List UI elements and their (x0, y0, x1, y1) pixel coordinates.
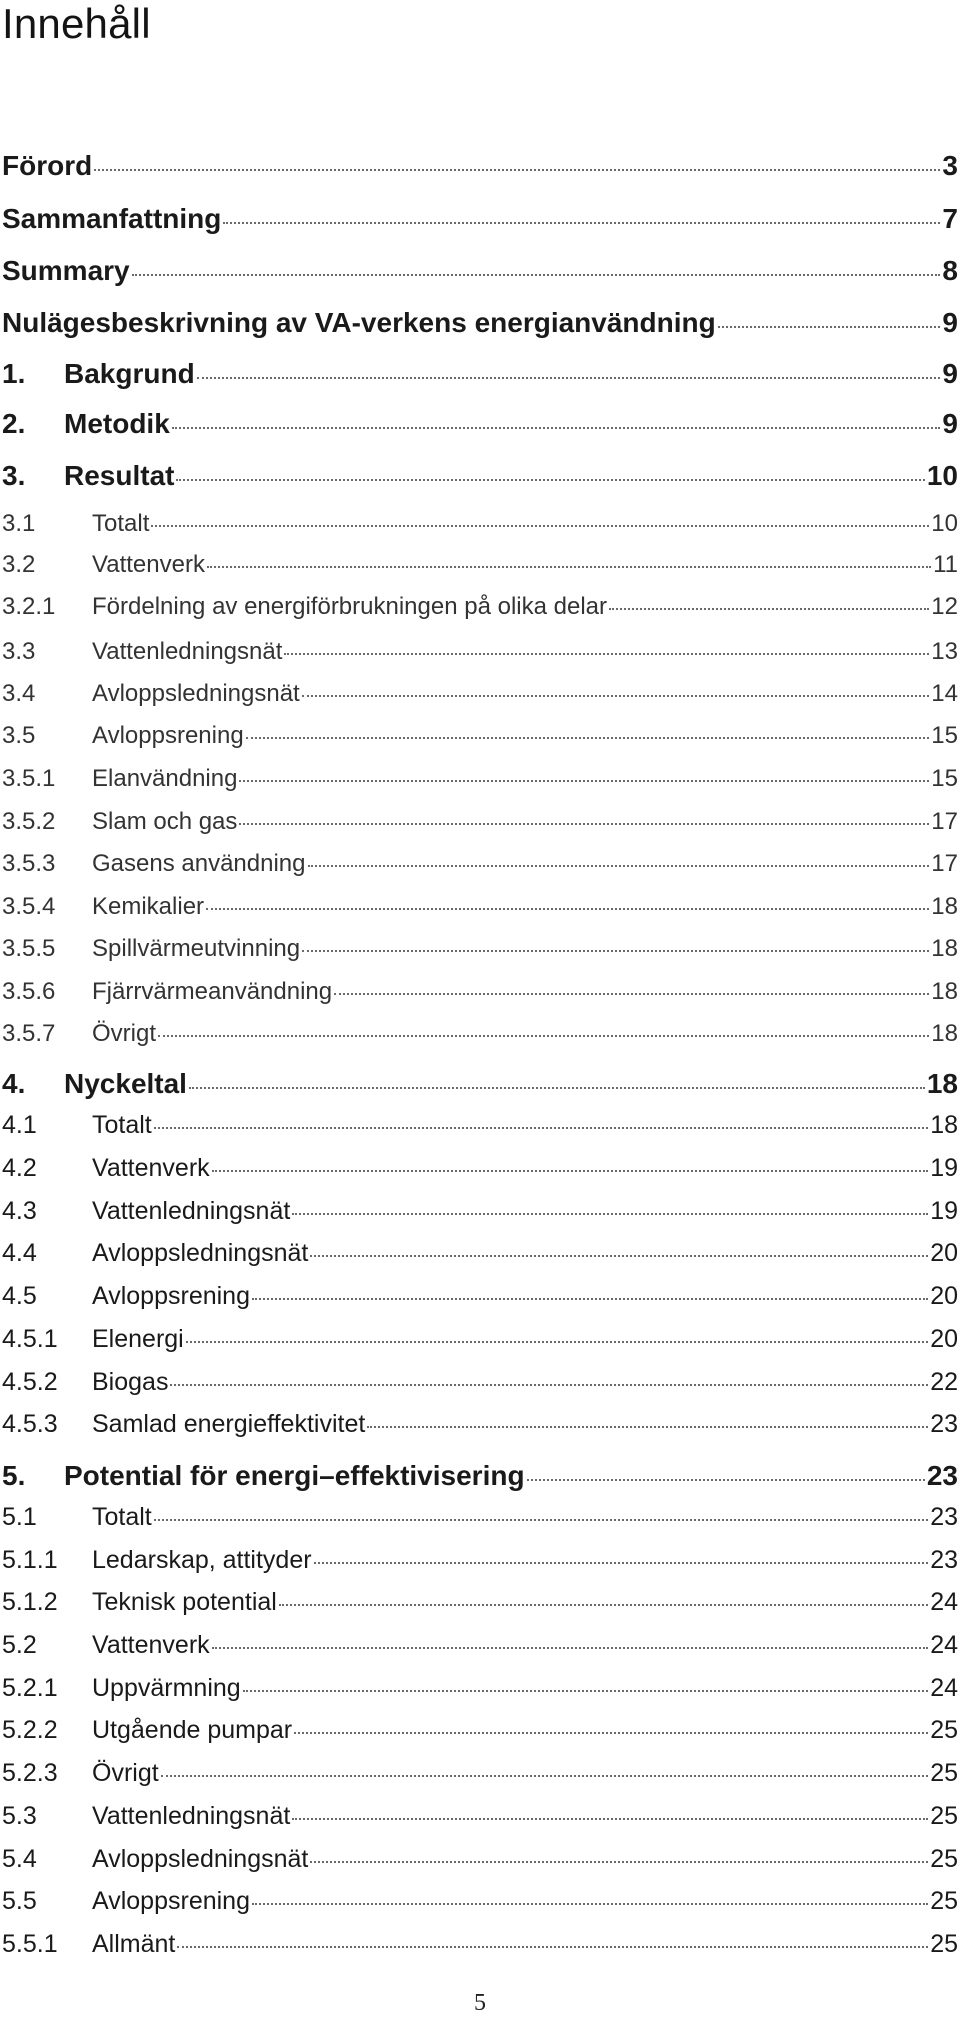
dot-leader (158, 1035, 929, 1037)
toc-entry-page: 10 (931, 510, 958, 537)
toc-entry[interactable] (2, 1588, 958, 1617)
dot-leader (212, 1647, 929, 1649)
toc-entry-page: 25 (930, 1759, 958, 1787)
toc-entry-title: Avloppsrening (92, 722, 244, 749)
toc-entry-title: Biogas (92, 1368, 169, 1396)
dot-leader (154, 1127, 928, 1129)
toc-entry-page: 18 (931, 935, 958, 962)
toc-entry[interactable] (2, 1845, 958, 1874)
dot-leader (292, 1213, 928, 1215)
dot-leader (367, 1426, 928, 1428)
toc-entry-page: 18 (931, 1020, 958, 1047)
toc-entry-number: 4.1 (2, 1111, 37, 1139)
dot-leader (154, 1519, 928, 1521)
dot-leader (308, 865, 930, 867)
toc-entry[interactable] (2, 150, 958, 182)
dot-leader (334, 993, 929, 995)
toc-entry-number: 4.5.1 (2, 1325, 58, 1353)
toc-entry-title: Summary (2, 255, 130, 286)
toc-entry-number: 3.4 (2, 680, 36, 707)
toc-entry-page: 13 (931, 638, 958, 665)
toc-entry-number: 5.1.1 (2, 1546, 58, 1574)
toc-entry-title: Vattenledningsnät (92, 638, 283, 665)
toc-entry-page: 23 (930, 1410, 958, 1438)
toc-entry-number: 3.5.4 (2, 893, 56, 920)
toc-entry-title: Övrigt (92, 1759, 159, 1787)
toc-entry-page: 18 (930, 1111, 958, 1139)
toc-entry-title: Teknisk potential (92, 1588, 277, 1616)
dot-leader (176, 479, 924, 481)
toc-entry-page: 18 (931, 893, 958, 920)
toc-entry[interactable] (2, 1460, 958, 1492)
toc-entry-page: 19 (930, 1197, 958, 1225)
toc-entry-number: 4.5 (2, 1282, 37, 1310)
toc-entry-number: 4.3 (2, 1197, 37, 1225)
page-title: Innehåll (2, 0, 151, 47)
toc-entry[interactable] (2, 255, 958, 287)
toc-entry-number: 4.4 (2, 1239, 37, 1267)
toc-entry[interactable] (2, 935, 958, 963)
toc-entry[interactable] (2, 1020, 958, 1048)
dot-leader (172, 427, 941, 429)
toc-entry-page: 15 (931, 765, 958, 792)
toc-entry[interactable] (2, 1154, 958, 1183)
dot-leader (310, 1861, 928, 1863)
toc-entry-title: Avloppsledningsnät (92, 1239, 309, 1267)
toc-entry-page: 20 (930, 1325, 958, 1353)
toc-entry-title: Fördelning av energiförbrukningen på olika delar (92, 593, 607, 620)
dot-leader (527, 1479, 925, 1481)
toc-entry-number: 5.5 (2, 1887, 37, 1915)
toc-entry[interactable] (2, 1887, 958, 1916)
dot-leader (609, 608, 929, 610)
dot-leader (252, 1298, 928, 1300)
toc-entry-title: Totalt (92, 510, 150, 537)
dot-leader (212, 1170, 929, 1172)
toc-entry-page: 23 (930, 1503, 958, 1531)
toc-entry-number: 4. (2, 1068, 26, 1099)
dot-leader (279, 1604, 928, 1606)
toc-entry-title: Vattenledningsnät (92, 1802, 291, 1830)
toc-entry[interactable] (2, 808, 958, 836)
toc-entry-title: Vattenledningsnät (92, 1197, 291, 1225)
toc-entry-title: Metodik (64, 408, 170, 439)
toc-entry-page: 22 (930, 1368, 958, 1396)
toc-entry-title: Nulägesbeskrivning av VA-verkens energianvändning (2, 307, 716, 338)
toc-entry[interactable] (2, 1716, 958, 1745)
toc-entry-page: 3 (942, 150, 958, 181)
toc-entry[interactable] (2, 1759, 958, 1788)
toc-entry-number: 3.1 (2, 510, 36, 537)
dot-leader (132, 274, 941, 276)
toc-entry-title: Vattenverk (92, 1631, 210, 1659)
toc-entry-page: 8 (942, 255, 958, 286)
toc-entry-page: 9 (942, 307, 958, 338)
toc-entry-title: Spillvärmeutvinning (92, 935, 301, 962)
toc-entry[interactable] (2, 1368, 958, 1397)
toc-entry-page: 7 (942, 203, 958, 234)
toc-entry-number: 4.2 (2, 1154, 37, 1182)
toc-entry-title: Vattenverk (92, 1154, 210, 1182)
toc-entry-title: Bakgrund (64, 358, 195, 389)
dot-leader (170, 1384, 928, 1386)
toc-entry[interactable] (2, 408, 958, 440)
toc-entry[interactable] (2, 893, 958, 921)
toc-entry-number: 5.2 (2, 1631, 37, 1659)
dot-leader (94, 169, 940, 171)
toc-entry-title: Övrigt (92, 1020, 157, 1047)
toc-entry-title: Avloppsledningsnät (92, 680, 300, 707)
toc-entry-number: 5.2.1 (2, 1674, 58, 1702)
toc-entry-title: Kemikalier (92, 893, 205, 920)
toc-entry-title: Sammanfattning (2, 203, 222, 234)
toc-entry-number: 5.1 (2, 1503, 37, 1531)
toc-entry-page: 25 (930, 1716, 958, 1744)
toc-entry[interactable] (2, 1239, 958, 1268)
toc-entry-page: 9 (942, 358, 958, 389)
toc-entry-page: 23 (926, 1460, 958, 1491)
toc-entry-title: Gasens användning (92, 850, 306, 877)
dot-leader (314, 1562, 929, 1564)
toc-entry[interactable] (2, 510, 958, 538)
toc-entry[interactable] (2, 1503, 958, 1532)
toc-entry-page: 25 (930, 1845, 958, 1873)
toc-entry[interactable] (2, 1111, 958, 1140)
toc-entry[interactable] (2, 1197, 958, 1226)
dot-leader (239, 780, 929, 782)
dot-leader (197, 377, 941, 379)
toc-entry-number: 3.5.5 (2, 935, 56, 962)
toc-entry[interactable] (2, 1674, 958, 1703)
toc-entry-page: 19 (930, 1154, 958, 1182)
toc-entry-page: 25 (930, 1930, 958, 1958)
toc-entry-number: 5.3 (2, 1802, 37, 1830)
toc-entry-page: 9 (942, 408, 958, 439)
toc-entry-title: Elenergi (92, 1325, 184, 1353)
toc-entry-page: 20 (930, 1239, 958, 1267)
toc-entry[interactable] (2, 638, 958, 666)
dot-leader (294, 1732, 928, 1734)
toc-entry-title: Avloppsrening (92, 1282, 250, 1310)
toc-entry-number: 3.2.1 (2, 593, 56, 620)
dot-leader (284, 653, 929, 655)
toc-entry-number: 3.2 (2, 551, 36, 578)
toc-entry[interactable] (2, 307, 958, 339)
dot-leader (292, 1818, 928, 1820)
toc-entry-title: Nyckeltal (64, 1068, 187, 1099)
toc-entry-title: Samlad energieffektivitet (92, 1410, 366, 1438)
toc-entry[interactable] (2, 722, 958, 750)
toc-entry[interactable] (2, 1282, 958, 1311)
toc-entry-page: 17 (931, 808, 958, 835)
toc-entry-number: 5. (2, 1460, 26, 1491)
toc-entry-number: 5.2.3 (2, 1759, 58, 1787)
toc-entry-page: 10 (926, 460, 958, 491)
toc-entry-number: 3.5.1 (2, 765, 56, 792)
toc-entry[interactable] (2, 680, 958, 708)
dot-leader (186, 1341, 928, 1343)
toc-entry[interactable] (2, 1410, 958, 1439)
toc-entry[interactable] (2, 765, 958, 793)
toc-entry-number: 3.3 (2, 638, 36, 665)
toc-entry-title: Förord (2, 150, 93, 181)
toc-entry-number: 3.5 (2, 722, 36, 749)
toc-entry[interactable] (2, 358, 958, 390)
toc-entry-title: Resultat (64, 460, 175, 491)
toc-entry-title: Slam och gas (92, 808, 238, 835)
toc-entry-number: 3. (2, 460, 26, 491)
toc-entry-title: Totalt (92, 1503, 152, 1531)
toc-entry-number: 3.5.2 (2, 808, 56, 835)
toc-entry-number: 5.1.2 (2, 1588, 58, 1616)
dot-leader (207, 566, 931, 568)
toc-entry-page: 18 (926, 1068, 958, 1099)
toc-entry-number: 4.5.2 (2, 1368, 58, 1396)
dot-leader (310, 1255, 928, 1257)
toc-entry[interactable] (2, 551, 958, 579)
toc-entry-page: 25 (930, 1887, 958, 1915)
toc-entry[interactable] (2, 460, 958, 492)
toc-entry-title: Vattenverk (92, 551, 205, 578)
toc-entry-title: Avloppsrening (92, 1887, 250, 1915)
toc-entry-title: Allmänt (92, 1930, 176, 1958)
toc-entry-page: 11 (933, 551, 958, 578)
dot-leader (252, 1903, 928, 1905)
toc-entry-number: 4.5.3 (2, 1410, 58, 1438)
toc-entry[interactable] (2, 1325, 958, 1354)
toc-entry-number: 3.5.6 (2, 978, 56, 1005)
toc-entry-page: 20 (930, 1282, 958, 1310)
dot-leader (718, 326, 941, 328)
toc-entry-page: 15 (931, 722, 958, 749)
dot-leader (302, 695, 930, 697)
toc-entry-number: 5.2.2 (2, 1716, 58, 1744)
toc-entry-number: 3.5.3 (2, 850, 56, 877)
dot-leader (161, 1775, 929, 1777)
toc-entry-page: 24 (930, 1588, 958, 1616)
toc-entry[interactable] (2, 1631, 958, 1660)
toc-entry[interactable] (2, 1930, 958, 1959)
toc-entry-page: 12 (931, 593, 958, 620)
toc-entry[interactable] (2, 1802, 958, 1831)
dot-leader (206, 908, 929, 910)
toc-entry-page: 14 (931, 680, 958, 707)
toc-entry-page: 25 (930, 1802, 958, 1830)
toc-entry[interactable] (2, 850, 958, 878)
toc-entry-title: Uppvärmning (92, 1674, 241, 1702)
page-number: 5 (474, 1990, 486, 2016)
toc-entry-title: Fjärrvärmeanvändning (92, 978, 333, 1005)
toc-entry-page: 24 (930, 1674, 958, 1702)
toc-entry[interactable] (2, 593, 958, 621)
dot-leader (189, 1087, 925, 1089)
toc-entry-number: 5.4 (2, 1845, 37, 1873)
dot-leader (243, 1690, 929, 1692)
toc-entry-number: 5.5.1 (2, 1930, 58, 1958)
toc-entry-title: Totalt (92, 1111, 152, 1139)
toc-entry-title: Utgående pumpar (92, 1716, 293, 1744)
toc-entry[interactable] (2, 203, 958, 235)
dot-leader (246, 737, 930, 739)
toc-entry[interactable] (2, 978, 958, 1006)
toc-entry-title: Avloppsledningsnät (92, 1845, 309, 1873)
toc-entry[interactable] (2, 1068, 958, 1100)
toc-entry-title: Elanvändning (92, 765, 238, 792)
dot-leader (223, 222, 940, 224)
dot-leader (177, 1946, 928, 1948)
toc-entry-page: 18 (931, 978, 958, 1005)
toc-entry-title: Ledarskap, attityder (92, 1546, 312, 1574)
toc-entry-title: Potential för energi–effektivisering (64, 1460, 525, 1491)
dot-leader (239, 823, 929, 825)
toc-entry-number: 1. (2, 358, 26, 389)
toc-entry-number: 3.5.7 (2, 1020, 56, 1047)
dot-leader (151, 525, 929, 527)
toc-entry-page: 17 (931, 850, 958, 877)
toc-entry-page: 24 (930, 1631, 958, 1659)
toc-entry-page: 23 (930, 1546, 958, 1574)
toc-entry-number: 2. (2, 408, 26, 439)
dot-leader (302, 950, 929, 952)
toc-entry[interactable] (2, 1546, 958, 1575)
